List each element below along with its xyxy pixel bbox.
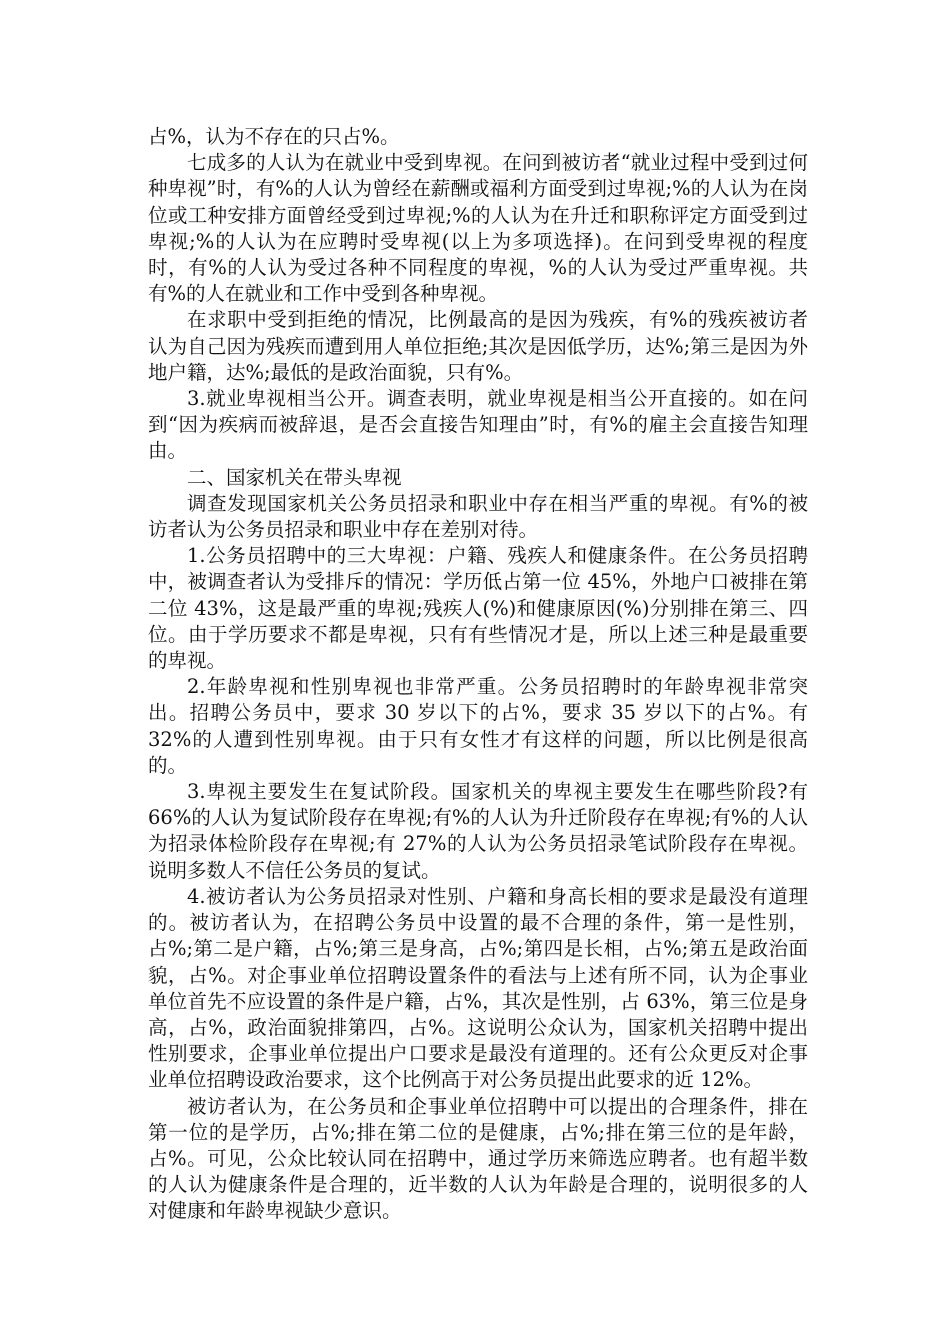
document-body	[148, 124, 808, 1225]
paragraph-job-rejection: 在求职中受到拒绝的情况，比例最高的是因为残疾，有%的残疾被访者认为自己因为残疾而遭到用人单位拒绝;其次是因低学历，达%;第三是因为外地户籍，达%;最低的是政治面貌，只有%。	[148, 308, 808, 384]
paragraph-three-discriminations: 1.公务员招聘中的三大卑视：户籍、残疾人和健康条件。在公务员招聘中，被调查者认为受排斥的情况：学历低占第一位 45%，外地户口被排在第二位 43%，这是最严重的卑视;残疾人(%)和健康原因(%)分别排在第三、四位。由于学历要求不都是卑视，只有有些情况才是，所以上述三种是最重要的卑视。	[148, 544, 808, 673]
paragraph-open-discrimination: 3.就业卑视相当公开。调查表明，就业卑视是相当公开直接的。如在问到“因为疾病而被辞退，是否会直接告知理由”时，有%的雇主会直接告知理由。	[148, 387, 808, 463]
paragraph-unreasonable-requirements: 4.被访者认为公务员招录对性别、户籍和身高长相的要求是最没有道理的。被访者认为，在招聘公务员中设置的最不合理的条件，第一是性别，占%;第二是户籍，占%;第三是身高，占%;第四是长相，占%;第五是政治面貌，占%。对企事业单位招聘设置条件的看法与上述有所不同，认为企事业单位首先不应设置的条件是户籍，占%，其次是性别，占 63%，第三位是身高，占%，政治面貌排第四，占%。这说明公众认为，国家机关招聘中提出性别要求，企事业单位提出户口要求是最没有道理的。还有公众更反对企事业单位招聘设政治要求，这个比例高于对公务员提出此要求的近 12%。	[148, 884, 808, 1092]
paragraph-survey-finding: 调查发现国家机关公务员招录和职业中存在相当严重的卑视。有%的被访者认为公务员招录和职业中存在差别对待。	[148, 491, 808, 542]
paragraph-reasonable-conditions: 被访者认为，在公务员和企事业单位招聘中可以提出的合理条件，排在第一位的是学历，占%;排在第二位的是健康，占%;排在第三位的是年龄，占%。可见，公众比较认同在招聘中，通过学历来筛选应聘者。也有超半数的人认为健康条件是合理的，近半数的人认为年龄是合理的，说明很多的人对健康和年龄卑视缺少意识。	[148, 1094, 808, 1223]
paragraph-retest-stage: 3.卑视主要发生在复试阶段。国家机关的卑视主要发生在哪些阶段?有 66%的人认为复试阶段存在卑视;有%的人认为升迁阶段存在卑视;有%的人认为招录体检阶段存在卑视;有 27%的人认为公务员招录笔试阶段存在卑视。说明多数人不信任公务员的复试。	[148, 780, 808, 882]
section-heading-state-organs: 二、国家机关在带头卑视	[187, 465, 402, 489]
paragraph-age-gender: 2.年龄卑视和性别卑视也非常严重。公务员招聘时的年龄卑视非常突出。招聘公务员中，要求 30 岁以下的占%，要求 35 岁以下的占%。有 32%的人遭到性别卑视。由于只有女性才有这样的问题，所以比例是很高的。	[148, 675, 808, 777]
paragraph-continuation: 占%，认为不存在的只占%。	[148, 125, 400, 148]
paragraph-employment-discrimination: 七成多的人认为在就业中受到卑视。在问到被访者“就业过程中受到过何种卑视”时，有%的人认为曾经在薪酬或福利方面受到过卑视;%的人认为在岗位或工种安排方面曾经受到过卑视;%的人认为在升迁和职称评定方面受到过卑视;%的人认为在应聘时受卑视(以上为多项选择)。在问到受卑视的程度时，有%的人认为受过各种不同程度的卑视，%的人认为受过严重卑视。共有%的人在就业和工作中受到各种卑视。	[148, 151, 808, 306]
